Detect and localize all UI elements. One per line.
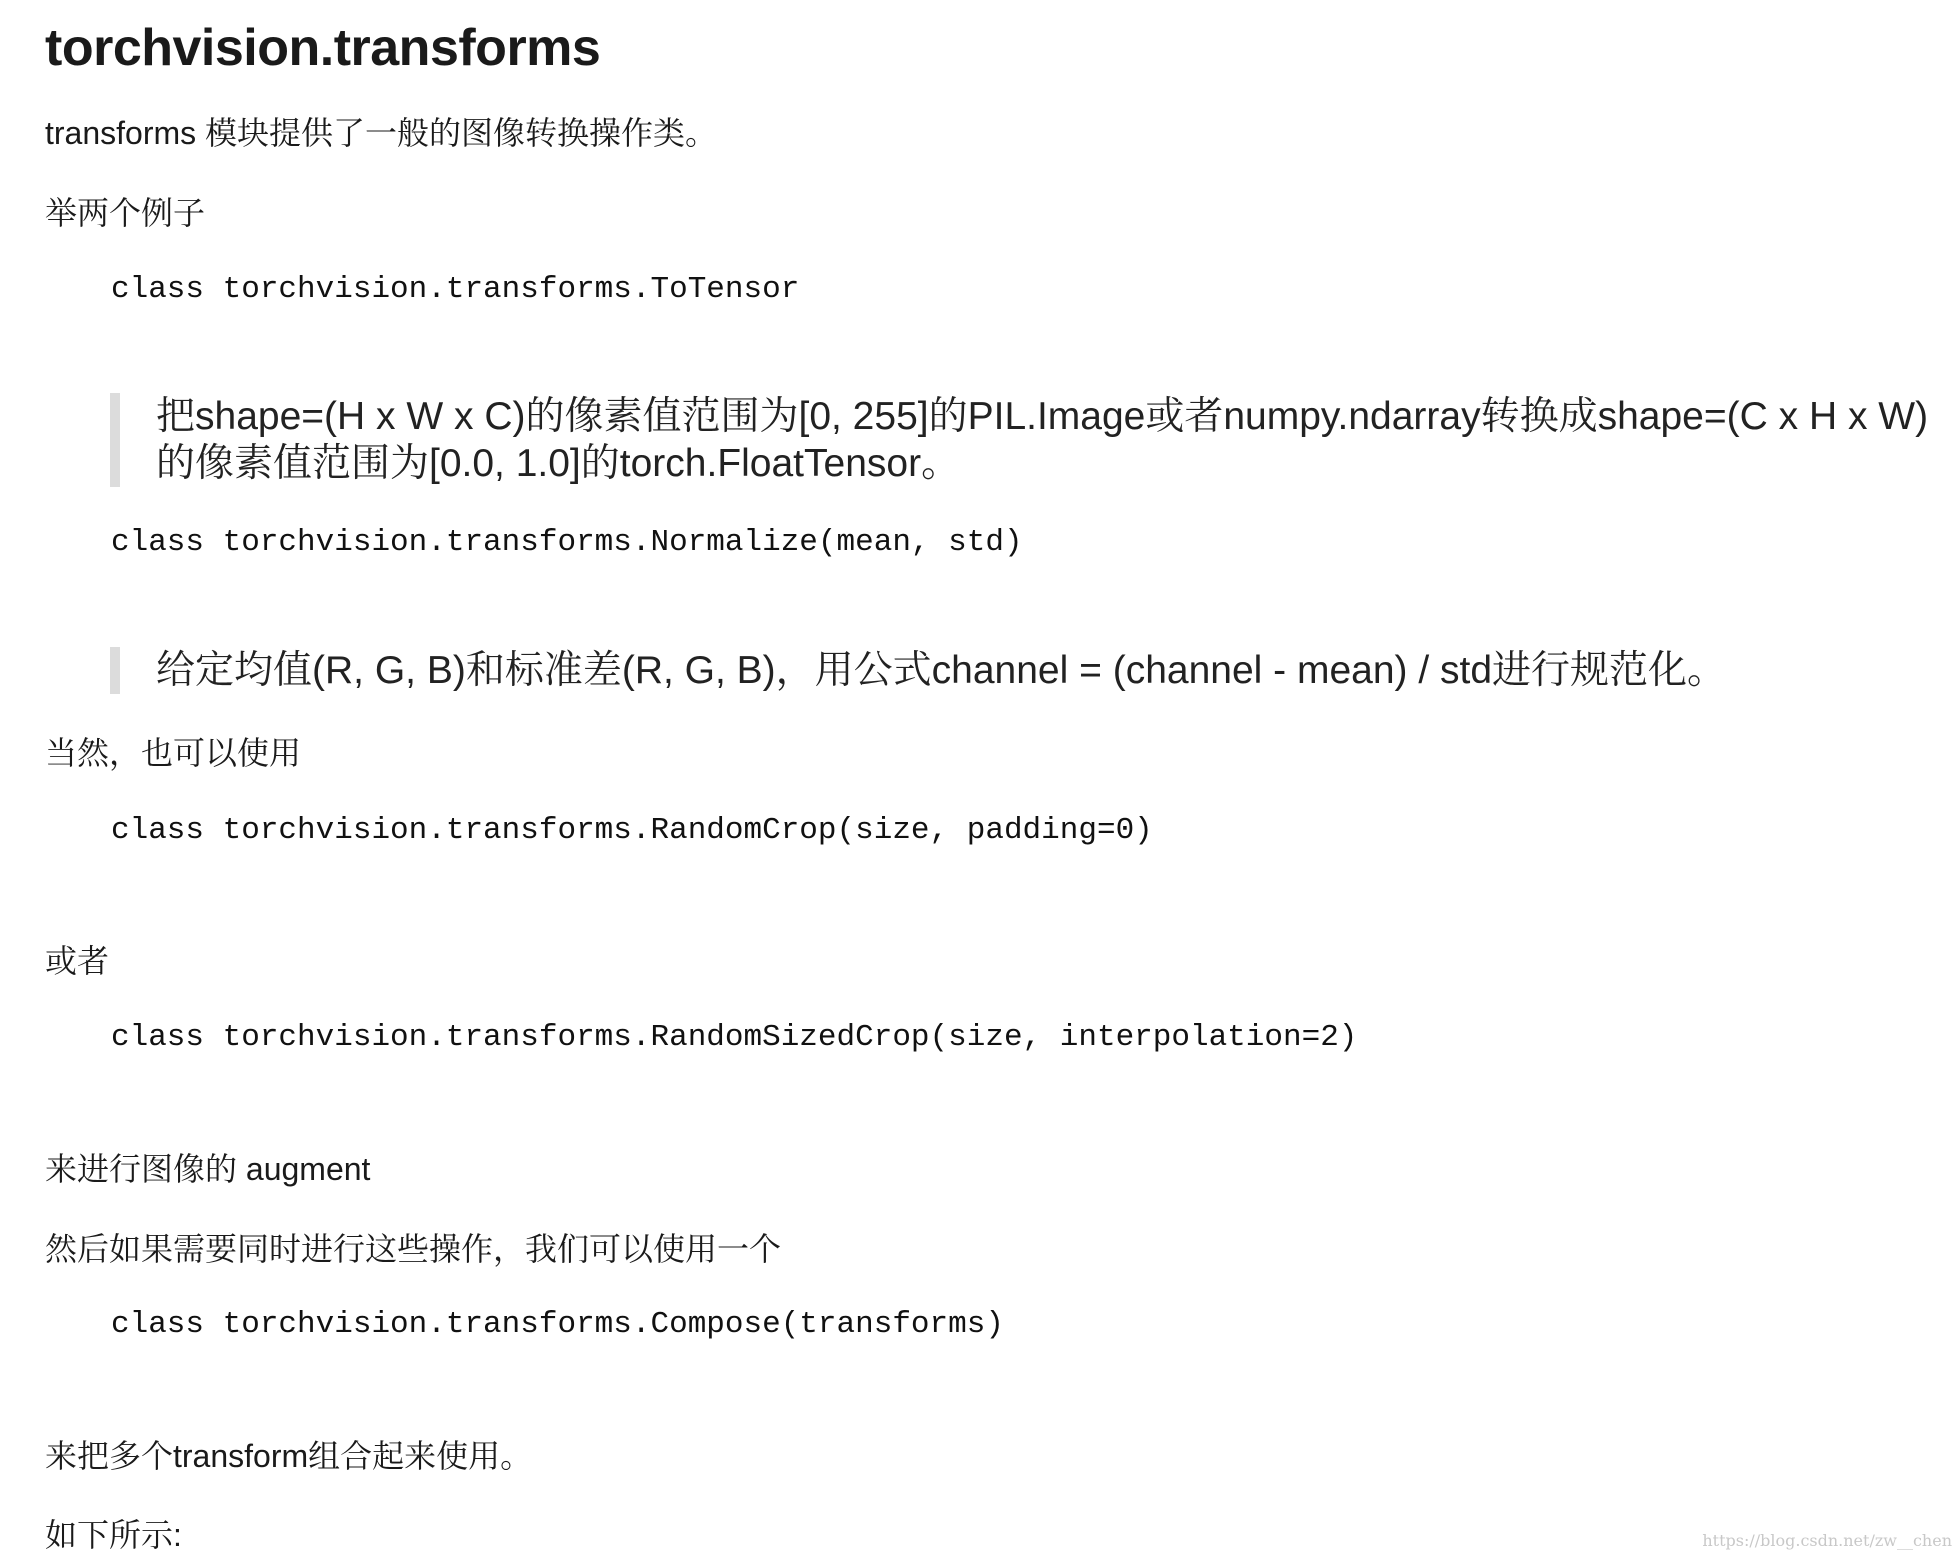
examples-text: 举两个例子: [45, 195, 206, 231]
page-title: torchvision.transforms: [45, 19, 601, 77]
intro-text: transforms 模块提供了一般的图像转换操作类。: [45, 115, 718, 151]
quote-totensor: 把shape=(H x W x C)的像素值范围为[0, 255]的PIL.Image或者numpy.ndarray转换成shape=(C x H x W)的像素值范围为[0.0, 1.0]的torch.FloatTensor。: [110, 393, 1956, 487]
code-normalize: class torchvision.transforms.Normalize(mean, std): [111, 525, 1023, 560]
code-randomsizedcrop: class torchvision.transforms.RandomSizedCrop(size, interpolation=2): [111, 1020, 1358, 1055]
also-text: 当然，也可以使用: [45, 735, 302, 771]
combine-text: 来把多个transform组合起来使用。: [45, 1438, 533, 1474]
augment-text: 来进行图像的 augment: [45, 1151, 371, 1187]
compose-intro-text: 然后如果需要同时进行这些操作，我们可以使用一个: [45, 1231, 782, 1267]
watermark: https://blog.csdn.net/zw__chen: [1702, 1531, 1952, 1550]
or-text: 或者: [45, 943, 110, 979]
example-below-text: 如下所示:: [45, 1517, 182, 1553]
code-totensor: class torchvision.transforms.ToTensor: [111, 272, 800, 307]
quote-normalize: 给定均值(R, G, B)和标准差(R, G, B)，用公式channel = (channel - mean) / std进行规范化。: [110, 647, 1956, 694]
code-randomcrop: class torchvision.transforms.RandomCrop(size, padding=0): [111, 813, 1153, 848]
code-compose: class torchvision.transforms.Compose(transforms): [111, 1307, 1004, 1342]
